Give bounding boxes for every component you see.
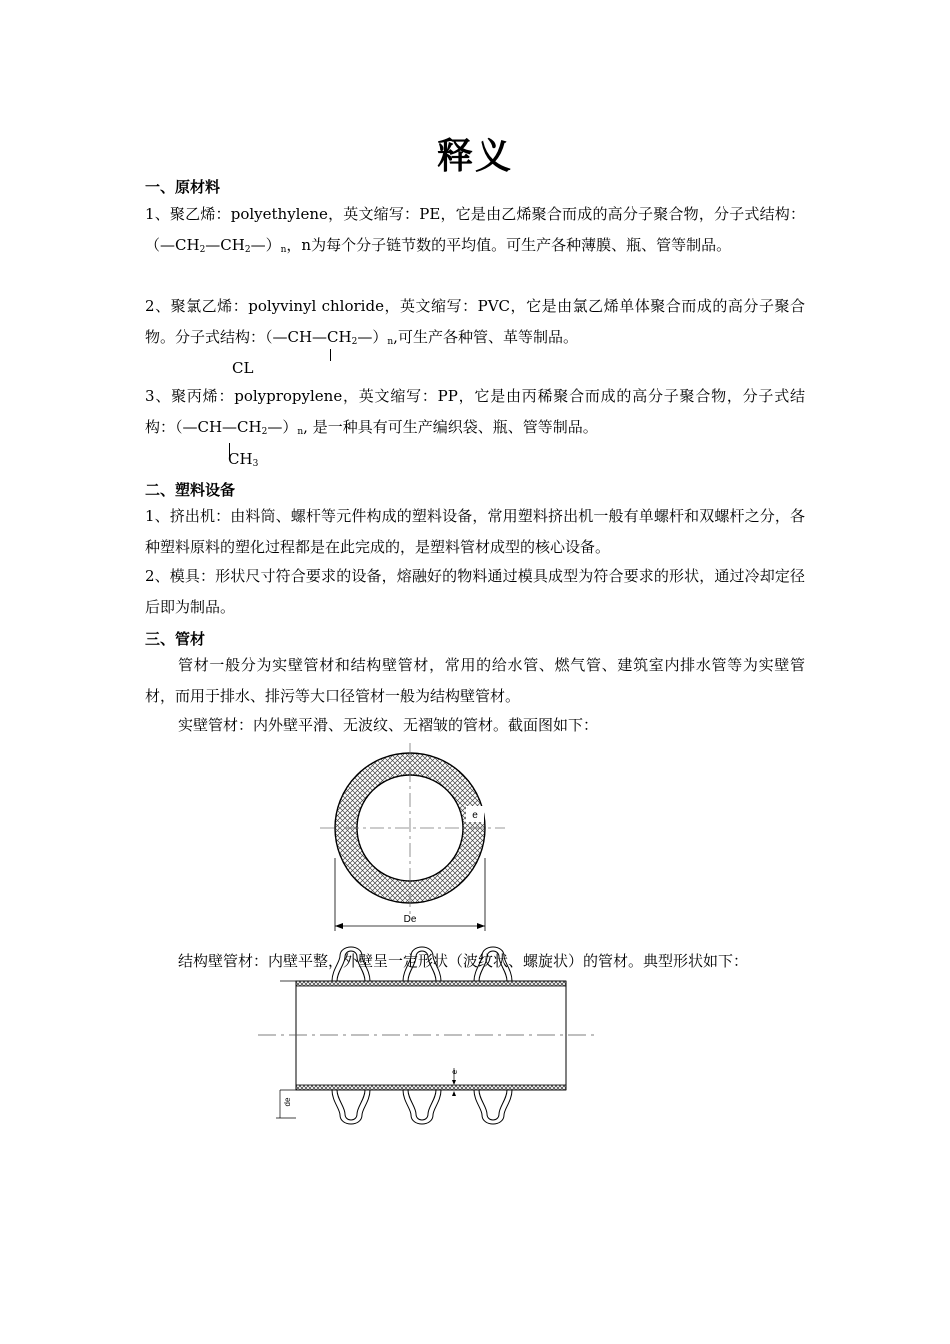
bottom-corrugations xyxy=(332,1090,512,1124)
top-wall-strip xyxy=(296,981,566,986)
pvc-intro: 2、聚氯乙烯：polyvinyl chloride，英文缩写：PVC，它是由氯乙烯单体聚合而成的高分子聚合物。分子式结构：（—CH—CH xyxy=(145,297,805,346)
page-title: 释义 xyxy=(436,135,513,177)
solid-wall-cross-section-figure xyxy=(310,738,520,938)
section-heading-equipment: 二、塑料设备 xyxy=(145,481,236,499)
outer-diameter-label: De xyxy=(403,914,417,925)
pvc-bond-line xyxy=(330,349,331,361)
pp-substituent-sub: 3 xyxy=(252,459,259,469)
paragraph-mold: 2、模具：形状尺寸符合要求的设备，熔融好的物料通过模具成型为符合要求的形状，通过冷却定径后即为制品。 xyxy=(145,567,805,616)
wall-thickness-label: e xyxy=(472,810,478,821)
pvc-rest: ,可生产各种管、革等制品。 xyxy=(393,328,578,346)
paragraph-extruder: 1、挤出机：由料筒、螺杆等元件构成的塑料设备，常用塑料挤出机一般有单螺杆和双螺杆之分，各种塑料原料的塑化过程都是在此完成的，是塑料管材成型的核心设备。 xyxy=(145,507,805,556)
pe-mid2: —） xyxy=(250,236,281,254)
paragraph-pe xyxy=(145,199,805,266)
paragraph-pipe-types: 管材一般分为实壁管材和结构壁管材，常用的给水管、燃气管、建筑室内排水管等为实壁管材，而用于排水、排污等大口径管材一般为结构壁管材。 xyxy=(145,656,805,705)
pp-rest: , 是一种具有可生产编织袋、瓶、管等制品。 xyxy=(303,418,598,436)
pvc-mid: —） xyxy=(357,328,388,346)
paragraph-pvc xyxy=(145,291,805,358)
paragraph-structured-wall: 结构壁管材：内壁平整，外壁呈一定形状（波纹状、螺旋状）的管材。典型形状如下： xyxy=(178,952,749,970)
pvc-sub-n: n xyxy=(387,337,394,347)
pvc-sub-2: 2 xyxy=(351,337,358,347)
pp-sub-2: 2 xyxy=(261,427,268,437)
pp-sub-n: n xyxy=(297,427,304,437)
pp-intro: 3、聚丙烯：polypropylene，英文缩写：PP，它是由丙稀聚合而成的高分子聚合物，分子式结构：（—CH—CH xyxy=(145,387,805,436)
paragraph-solid-wall: 实壁管材：内外壁平滑、无波纹、无褶皱的管材。截面图如下： xyxy=(178,716,599,734)
pe-rest: ，n为每个分子链节数的平均值。可生产各种薄膜、瓶、管等制品。 xyxy=(286,236,732,254)
inner-diameter-label: de xyxy=(283,1097,292,1107)
pp-substituent-text: CH xyxy=(228,450,253,468)
pe-intro: 1、聚乙烯：polyethylene，英文缩写：PE，它是由乙烯聚合而成的高分子聚合物，分子式结构：（—CH xyxy=(145,205,805,254)
pe-sub-2b: 2 xyxy=(244,245,251,255)
pe-sub-n: n xyxy=(280,245,287,255)
paragraph-pp xyxy=(145,381,805,448)
pe-mid1: —CH xyxy=(205,236,245,254)
pvc-substituent: CL xyxy=(232,359,254,377)
structured-wall-thickness-label: e xyxy=(450,1069,459,1075)
section-heading-raw-materials: 一、原材料 xyxy=(145,178,221,196)
pp-substituent xyxy=(228,450,258,469)
bottom-wall-strip xyxy=(296,1085,566,1090)
pe-sub-2a: 2 xyxy=(199,245,206,255)
pp-mid: —） xyxy=(267,418,298,436)
section-heading-pipes: 三、管材 xyxy=(145,630,206,648)
